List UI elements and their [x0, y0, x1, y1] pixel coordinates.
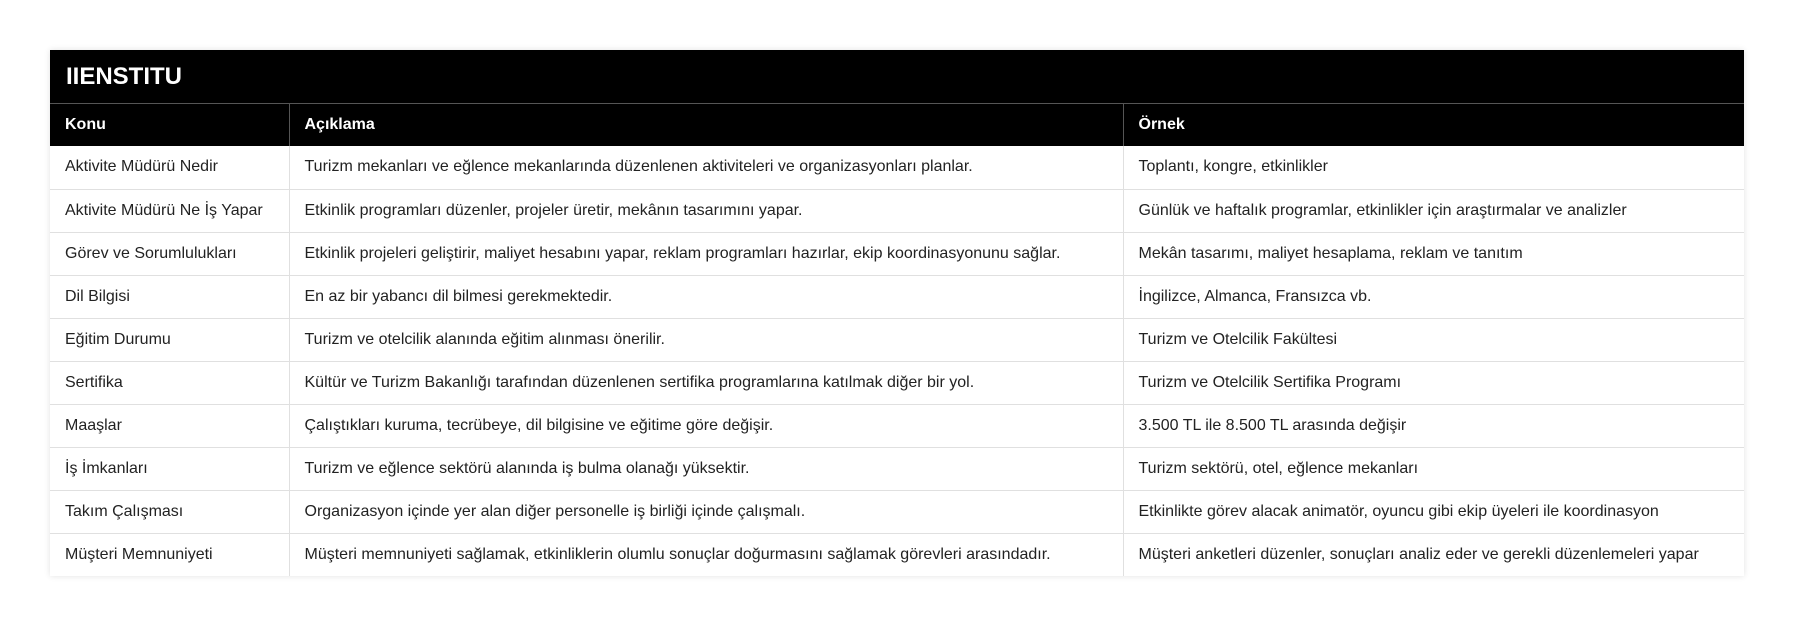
cell-description: Etkinlik programları düzenler, projeler üretir, mekânın tasarımını yapar. [289, 189, 1123, 232]
cell-example: Turizm sektörü, otel, eğlence mekanları [1123, 447, 1744, 490]
cell-description: Turizm mekanları ve eğlence mekanlarında düzenlenen aktiviteleri ve organizasyonları planlar. [289, 146, 1123, 189]
cell-description: Müşteri memnuniyeti sağlamak, etkinliklerin olumlu sonuçlar doğurmasını sağlamak görevleri arasındadır. [289, 533, 1123, 576]
header-row [50, 104, 1744, 146]
cell-topic: Aktivite Müdürü Nedir [50, 146, 289, 189]
table-title: IIENSTITU [50, 50, 1744, 104]
cell-description: Turizm ve otelcilik alanında eğitim alınması önerilir. [289, 318, 1123, 361]
cell-example: Turizm ve Otelcilik Fakültesi [1123, 318, 1744, 361]
table-row [50, 447, 1744, 490]
cell-description: Organizasyon içinde yer alan diğer personelle iş birliği içinde çalışmalı. [289, 490, 1123, 533]
table-row [50, 361, 1744, 404]
cell-description: Etkinlik projeleri geliştirir, maliyet hesabını yapar, reklam programları hazırlar, ekip koordinasyonunu sağlar. [289, 232, 1123, 275]
table-row [50, 189, 1744, 232]
cell-example: Günlük ve haftalık programlar, etkinlikler için araştırmalar ve analizler [1123, 189, 1744, 232]
table-row [50, 318, 1744, 361]
table-row [50, 275, 1744, 318]
column-header-topic: Konu [50, 104, 289, 146]
cell-topic: Görev ve Sorumlulukları [50, 232, 289, 275]
cell-description: En az bir yabancı dil bilmesi gerekmektedir. [289, 275, 1123, 318]
table-row [50, 146, 1744, 189]
cell-description: Kültür ve Turizm Bakanlığı tarafından düzenlenen sertifika programlarına katılmak diğer bir yol. [289, 361, 1123, 404]
cell-example: Mekân tasarımı, maliyet hesaplama, reklam ve tanıtım [1123, 232, 1744, 275]
table-row [50, 533, 1744, 576]
cell-example: İngilizce, Almanca, Fransızca vb. [1123, 275, 1744, 318]
column-header-description: Açıklama [289, 104, 1123, 146]
cell-topic: İş İmkanları [50, 447, 289, 490]
cell-topic: Maaşlar [50, 404, 289, 447]
cell-description: Turizm ve eğlence sektörü alanında iş bulma olanağı yüksektir. [289, 447, 1123, 490]
cell-topic: Sertifika [50, 361, 289, 404]
cell-topic: Aktivite Müdürü Ne İş Yapar [50, 189, 289, 232]
cell-description: Çalıştıkları kuruma, tecrübeye, dil bilgisine ve eğitime göre değişir. [289, 404, 1123, 447]
table-row [50, 490, 1744, 533]
cell-example: Müşteri anketleri düzenler, sonuçları analiz eder ve gerekli düzenlemeleri yapar [1138, 545, 1699, 563]
table-row [50, 232, 1744, 275]
cell-topic: Takım Çalışması [50, 490, 289, 533]
table-row [50, 404, 1744, 447]
info-table [50, 104, 1744, 576]
column-header-example: Örnek [1123, 104, 1744, 146]
cell-topic: Müşteri Memnuniyeti [50, 533, 289, 576]
cell-example: Etkinlikte görev alacak animatör, oyuncu gibi ekip üyeleri ile koordinasyon [1123, 490, 1744, 533]
cell-topic: Eğitim Durumu [50, 318, 289, 361]
info-table-container [50, 50, 1744, 576]
cell-example: Toplantı, kongre, etkinlikler [1123, 146, 1744, 189]
cell-example: 3.500 TL ile 8.500 TL arasında değişir [1123, 404, 1744, 447]
cell-topic: Dil Bilgisi [50, 275, 289, 318]
cell-example: Turizm ve Otelcilik Sertifika Programı [1123, 361, 1744, 404]
